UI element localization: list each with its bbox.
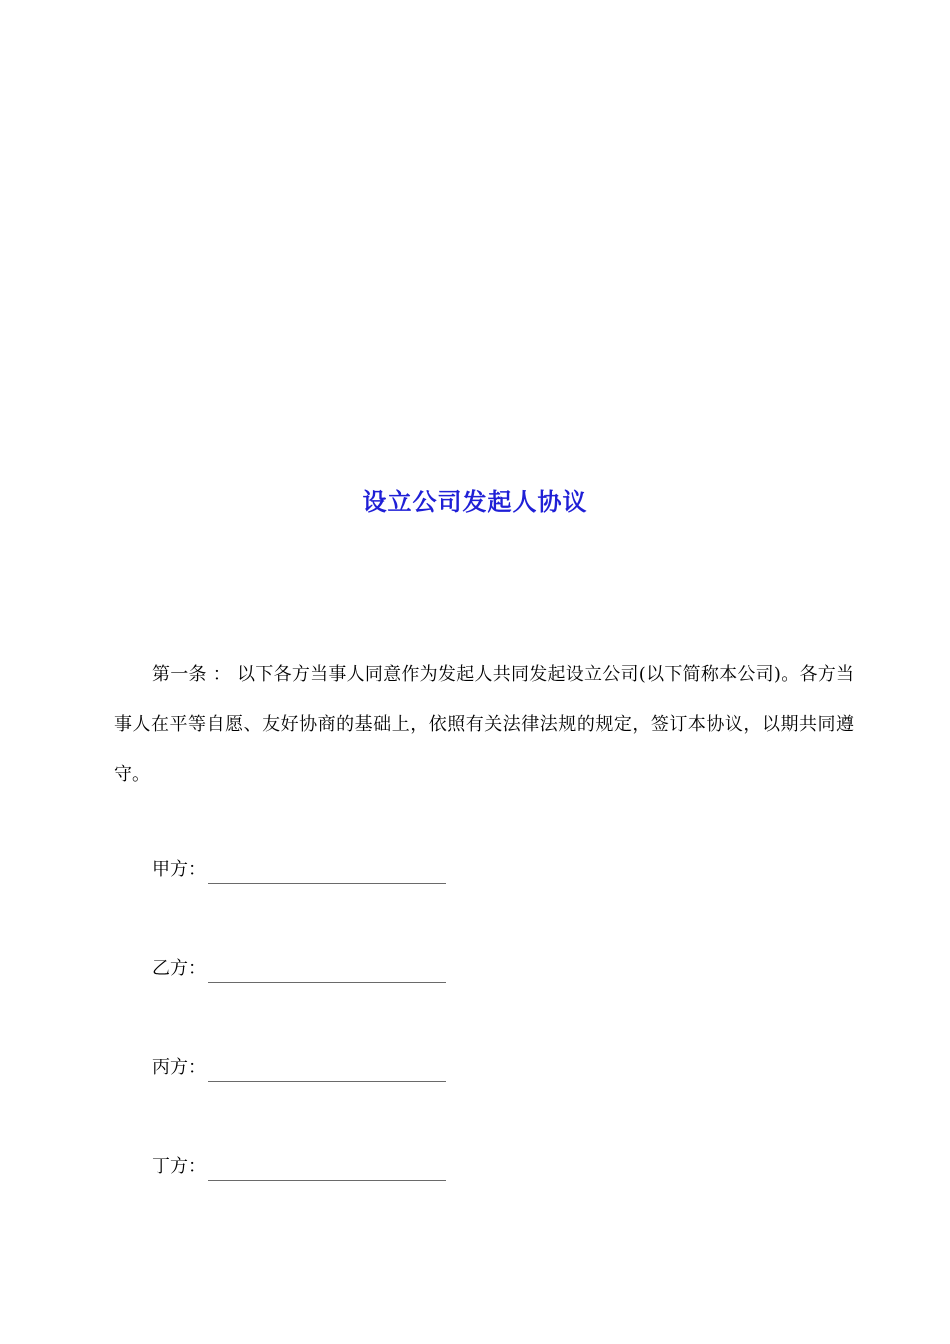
party-d-label: 丁方： bbox=[152, 1156, 206, 1177]
party-a-signature bbox=[152, 856, 446, 884]
party-c-blank-line bbox=[208, 1061, 446, 1082]
document-title: 设立公司发起人协议 bbox=[362, 487, 588, 516]
article-1-label: 第一条 ： bbox=[152, 664, 232, 685]
party-c-label: 丙方： bbox=[152, 1057, 206, 1078]
party-b-blank-line bbox=[208, 962, 446, 983]
party-a-label: 甲方： bbox=[152, 859, 206, 880]
party-c-signature bbox=[152, 1054, 446, 1082]
article-1-text: 以下各方当事人同意作为发起人共同发起设立公司(以下简称本公司)。各方当事人在平等自愿、友好协商的基础上，依照有关法律法规的规定，签订本协议，以期共同遵守。 bbox=[114, 664, 854, 785]
party-a-blank-line bbox=[208, 863, 446, 884]
party-d-blank-line bbox=[208, 1160, 446, 1181]
article-1 bbox=[114, 650, 854, 800]
party-d-signature bbox=[152, 1153, 446, 1181]
party-b-label: 乙方： bbox=[152, 958, 206, 979]
party-b-signature bbox=[152, 955, 446, 983]
